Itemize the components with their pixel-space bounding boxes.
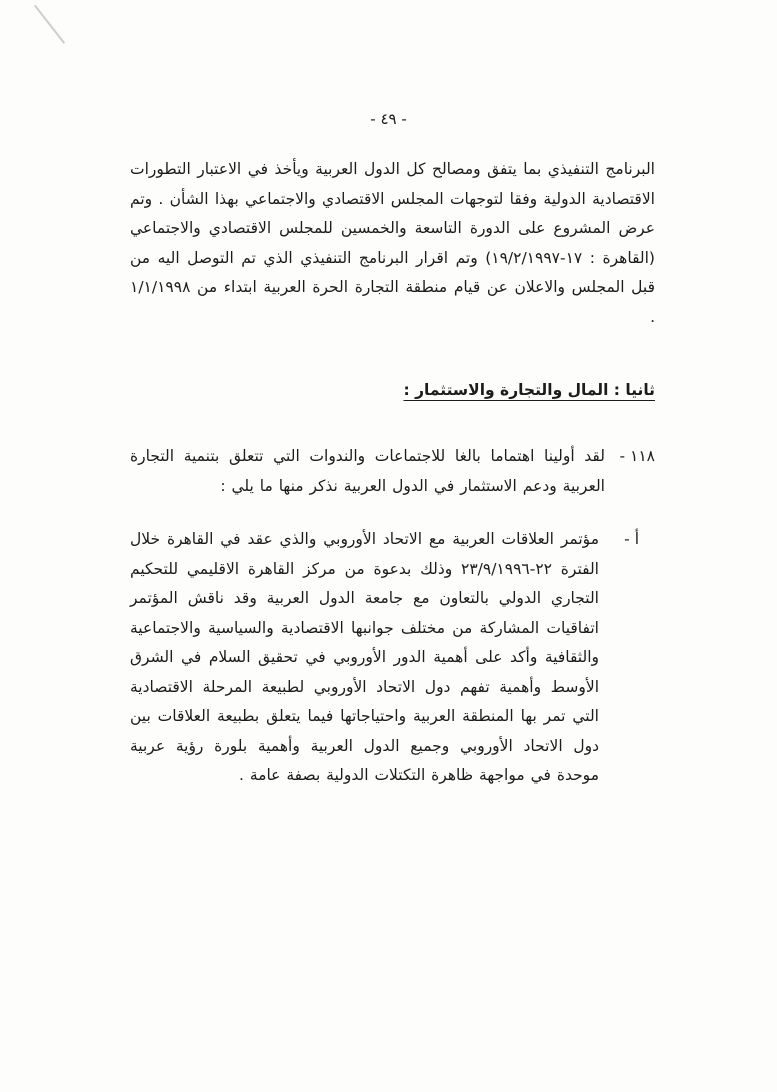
- item-a-text: مؤتمر العلاقات العربية مع الاتحاد الأوروبي والذي عقد في القاهرة خلال الفترة ٢٢-٢٣/٩/١٩٩٦ وذلك بدعوة من مركز القاهرة الاقليمي للتحكيم التجاري الدولي بالتعاون مع جامعة الدول العربية وقد ناقش المؤتمر اتفاقيات المشاركة من مختلف جوانبها الاقتصادية والسياسية والاجتماعية والثقافية وأكد على أهمية الدور الأوروبي في تحقيق السلام في الشرق الأوسط وأهمية تفهم دول الاتحاد الأوروبي لطبيعة المرحلة الاقتصادية التي تمر بها المنطقة العربية واحتياجاتها فيما يتعلق بطبيعة العلاقات بين دول الاتحاد الأوروبي وجميع الدول العربية وأهمية بلورة رؤية عربية موحدة في مواجهة ظاهرة التكتلات الدولية بصفة عامة .: [130, 530, 599, 784]
- section-heading-row: [130, 378, 655, 402]
- list-item-118: [130, 442, 655, 501]
- list-item-a: [130, 525, 655, 791]
- item-118-text: لقد أولينا اهتماما بالغا للاجتماعات والندوات التي تتعلق بتنمية التجارة العربية ودعم الاستثمار في الدول العربية نذكر منها ما يلي :: [130, 447, 605, 495]
- section-heading: ثانيا : المال والتجارة والاستثمار :: [403, 381, 655, 399]
- page-number: - ٤٩ -: [370, 110, 407, 128]
- item-118-marker: ١١٨ -: [619, 447, 655, 465]
- intro-paragraph: البرنامج التنفيذي بما يتفق ومصالح كل الدول العربية ويأخذ في الاعتبار التطورات الاقتصادية الدولية وفقا لتوجهات المجلس الاقتصادي والاجتماعي بهذا الشأن . وتم عرض المشروع على الدورة التاسعة والخمسين للمجلس الاقتصادي والاجتماعي (القاهرة : ١٧-١٩/٢/١٩٩٧) وتم اقرار البرنامج التنفيذي الذي تم التوصل اليه من قبل المجلس والاعلان عن قيام منطقة التجارة الحرة العربية ابتداء من ١/١/١٩٩٨ .: [130, 160, 655, 326]
- page-content: [0, 128, 777, 791]
- item-a-marker: أ -: [624, 530, 639, 548]
